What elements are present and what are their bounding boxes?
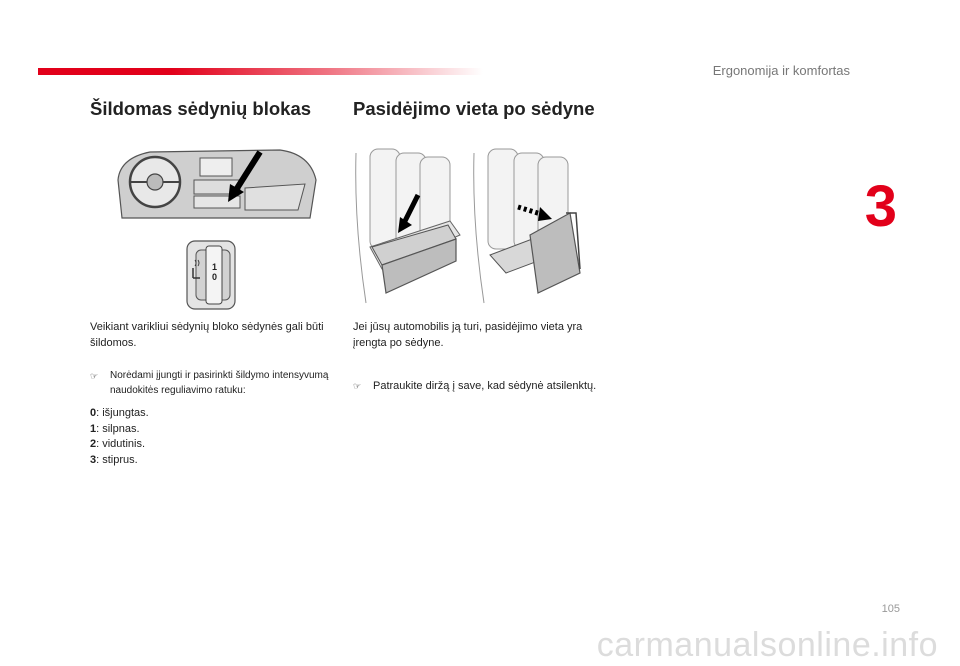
heating-level-item: 3: stiprus. [90,453,138,466]
page-number: 105 [881,603,900,615]
section-title: Ergonomija ir komfortas [712,63,850,78]
knob-level-0-label: 0 [212,272,218,282]
heating-knob-illustration [186,240,236,310]
heating-level-item: 0: išjungtas. [90,407,149,419]
heating-level-item: 2: vidutinis. [90,438,146,450]
storage-intro: Jei jūsų automobilis ją turi, pasidėjimo vieta yra įrengta po sėdyne. [353,321,583,349]
right-arrow-icon: ☞ [353,381,362,391]
storage-instruction-text: Patraukite diržą į save, kad sėdynė atsilenktų. [373,380,597,392]
storage-title: Pasidėjimo vieta po sėdyne [353,98,595,119]
right-arrow-icon: ☞ [90,371,99,381]
dashboard-illustration [110,140,325,225]
heated-seats-instruction [90,369,350,398]
heated-seats-intro: Veikiant varikliui sėdynių bloko sėdynės gali būti šildomos. [90,321,324,349]
heating-levels-list [90,406,325,468]
heated-seats-instruction-text: Norėdami įjungti ir pasirinkti šildymo intensyvumą naudokitės reguliavimo ratuku: [110,370,329,396]
seat-closed-illustration [352,143,470,308]
chapter-number: 3 [864,174,897,239]
storage-instruction [353,379,608,395]
heating-level-item: 1: silpnas. [90,422,140,435]
header-accent-bar [38,68,483,75]
seat-tilted-illustration [470,143,588,308]
watermark: carmanualsonline.info [596,626,938,664]
knob-level-1-label: 1 [212,262,218,272]
heated-seats-title: Šildomas sėdynių blokas [90,98,312,119]
